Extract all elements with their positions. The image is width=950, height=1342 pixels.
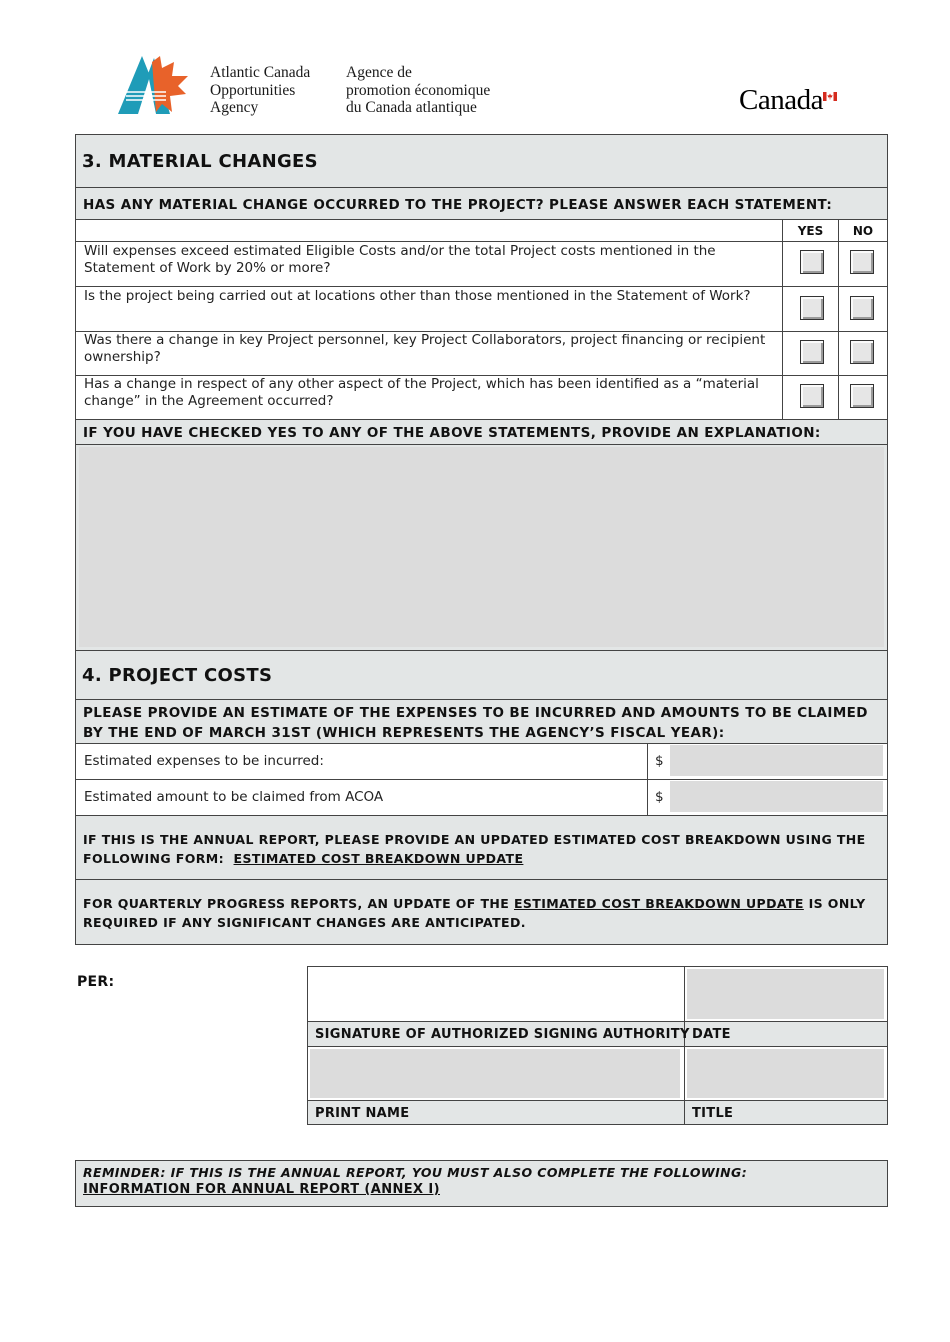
statement-2-yes-checkbox[interactable] <box>800 296 824 320</box>
statement-2-no-checkbox[interactable] <box>850 296 874 320</box>
acoa-logo <box>112 54 192 116</box>
reminder-box <box>75 1160 888 1207</box>
explanation-textarea[interactable] <box>79 447 884 647</box>
per-label: PER: <box>77 974 115 990</box>
statement-1: Will expenses exceed estimated Eligible Costs and/or the total Project costs mentioned in the Statement of Work by 20% or more? <box>84 243 716 276</box>
cost-breakdown-link-annual[interactable]: ESTIMATED COST BREAKDOWN UPDATE <box>233 851 524 866</box>
claim-currency: $ <box>655 789 664 805</box>
section4-title: 4. PROJECT COSTS <box>82 665 273 686</box>
signature-label: SIGNATURE OF AUTHORIZED SIGNING AUTHORITY <box>315 1027 690 1042</box>
quarterly-note-suffix: IS ONLY REQUIRED IF ANY SIGNIFICANT CHANGES ARE ANTICIPATED. <box>83 896 866 930</box>
statement-3-yes-checkbox[interactable] <box>800 340 824 364</box>
statement-4: Has a change in respect of any other aspect of the Project, which has been identified as a “material change” in the Agreement occurred? <box>84 376 759 409</box>
claim-label: Estimated amount to be claimed from ACOA <box>84 789 384 805</box>
expenses-label: Estimated expenses to be incurred: <box>84 753 324 769</box>
agency-name-english: Atlantic Canada Opportunities Agency <box>210 64 311 116</box>
no-column-header: NO <box>852 224 874 238</box>
statement-3-no-checkbox[interactable] <box>850 340 874 364</box>
claim-input[interactable] <box>670 781 883 812</box>
signature-input[interactable] <box>309 968 682 1019</box>
expenses-currency: $ <box>655 753 664 769</box>
reminder-text: REMINDER: IF THIS IS THE ANNUAL REPORT, YOU MUST ALSO COMPLETE THE FOLLOWING: <box>83 1165 748 1180</box>
section3-title-bar <box>75 134 888 188</box>
quarterly-note-text: FOR QUARTERLY PROGRESS REPORTS, AN UPDATE OF THE <box>83 896 510 911</box>
canada-wordmark: Canada <box>739 84 823 116</box>
title-input[interactable] <box>687 1049 884 1098</box>
section4-title-bar <box>75 650 888 700</box>
statement-3: Was there a change in key Project personnel, key Project Collaborators, project financing or recipient ownership? <box>84 332 766 365</box>
statement-1-yes-checkbox[interactable] <box>800 250 824 274</box>
section4-instruction: PLEASE PROVIDE AN ESTIMATE OF THE EXPENSES TO BE INCURRED AND AMOUNTS TO BE CLAIMED BY THE END OF MARCH 31ST (WHICH REPRESENTS THE AGENCY’S FISCAL YEAR): <box>83 705 868 741</box>
annual-note-text: IF THIS IS THE ANNUAL REPORT, PLEASE PROVIDE AN UPDATED ESTIMATED COST BREAKDOWN USING THE FOLLOWING FORM: <box>83 832 866 866</box>
annex-i-link[interactable]: INFORMATION FOR ANNUAL REPORT (ANNEX I) <box>83 1182 440 1197</box>
cost-breakdown-link-quarterly[interactable]: ESTIMATED COST BREAKDOWN UPDATE <box>513 896 804 911</box>
expenses-input[interactable] <box>670 745 883 776</box>
section3-question-bar <box>75 187 888 220</box>
print-name-input[interactable] <box>310 1049 680 1098</box>
statement-2: Is the project being carried out at locations other than those mentioned in the Statement of Work? <box>84 288 751 304</box>
annual-report-note <box>75 815 888 880</box>
statement-1-no-checkbox[interactable] <box>850 250 874 274</box>
section4-instruction-bar <box>75 699 888 744</box>
yes-column-header: YES <box>797 224 824 238</box>
date-label: DATE <box>692 1027 731 1042</box>
canada-flag-icon <box>823 92 837 101</box>
statement-4-no-checkbox[interactable] <box>850 384 874 408</box>
section3-title: 3. MATERIAL CHANGES <box>82 151 318 172</box>
title-label: TITLE <box>692 1106 734 1121</box>
explanation-label-bar <box>75 419 888 445</box>
date-input[interactable] <box>687 969 884 1019</box>
explanation-area-frame <box>75 444 888 651</box>
print-name-label: PRINT NAME <box>315 1106 410 1121</box>
explanation-label: IF YOU HAVE CHECKED YES TO ANY OF THE ABOVE STATEMENTS, PROVIDE AN EXPLANATION: <box>83 425 821 441</box>
quarterly-report-note <box>75 879 888 945</box>
agency-name-french: Agence de promotion économique du Canada atlantique <box>346 64 491 116</box>
section3-question: HAS ANY MATERIAL CHANGE OCCURRED TO THE PROJECT? PLEASE ANSWER EACH STATEMENT: <box>83 197 833 213</box>
statement-4-yes-checkbox[interactable] <box>800 384 824 408</box>
